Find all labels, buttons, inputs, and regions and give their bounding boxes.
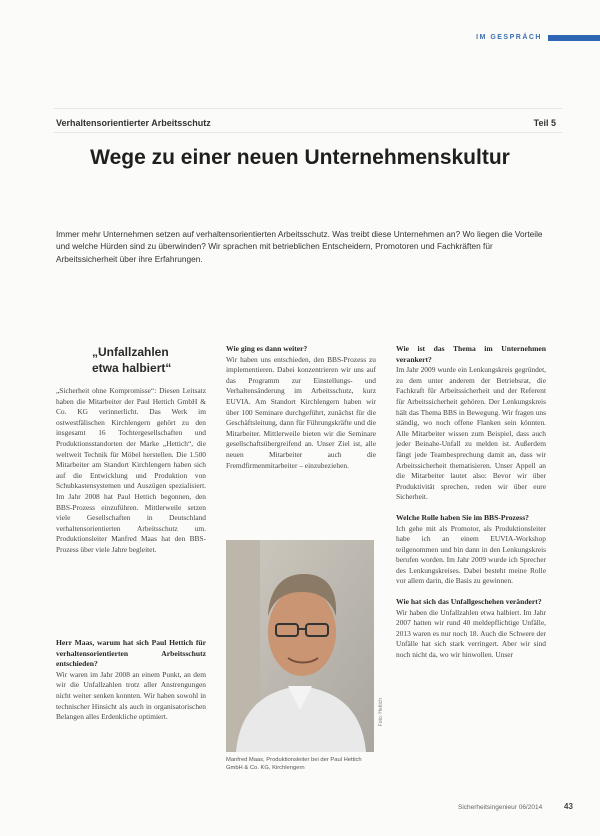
series-rule: [54, 132, 562, 133]
header-rule: [54, 108, 562, 109]
answer-1: Wir waren im Jahr 2008 an einem Punkt, an dem wir die Unfallzahlen trotz aller Anstrengungen nicht weiter senken konnten. Wir haben sowohl in technischer Hinsicht als auch in organisatorischen Belangen alles Erdenkliche optimiert.: [56, 669, 206, 722]
pull-quote: „Unfallzahlen etwa halbiert“: [92, 345, 173, 375]
question-1: Herr Maas, warum hat sich Paul Hettich für verhaltensorientierten Arbeitsschutz entschieden?: [56, 638, 206, 669]
column-1-interview: [56, 638, 206, 723]
answer-4: Ich gehe mit als Promotor, als Produktionsleiter habe ich an einem EUVIA-Workshop teilgenommen und bin dann in den Lenkungskreis berufen worden. Im Jahr 2009 wurde ich Sprecher des Lenkungskreises. Dabei besteht meine Rolle vor allem darin, die Basis zu gewinnen.: [396, 523, 546, 586]
page-number: 43: [564, 802, 573, 811]
answer-2: Wir haben uns entschieden, den BBS-Prozess zu implementieren. Dabei konzentrieren wir uns auf das Programm zur Einstellungs- und Verhaltensänderung im Arbeitsschutz, kurz EUVIA. Am Standort Kirchlengern haben wir über 100 Seminare durchgeführt, zunächst für die Geschäftsleitung, dann für Führungskräfte und die Mitarbeiter. Mittlerweile bieten wir die Seminare gesellschaftsübergreifend an. Unser Ziel ist, alle neuen Mitarbeiter auch die Fremdfirmenmitarbeiter – einzubeziehen.: [226, 354, 376, 470]
section-accent-bar: [548, 35, 600, 41]
footer-magazine: Sicherheitsingenieur 06/2014: [458, 804, 543, 811]
section-tag: [476, 34, 600, 41]
column-3: [396, 344, 546, 661]
portrait-photo: [226, 540, 374, 752]
article-lead: Immer mehr Unternehmen setzen auf verhaltensorientierten Arbeitsschutz. Was treibt diese Unternehmen an? Wo liegen die Vorteile und welche Hürden sind zu überwinden? Wir sprachen mit betrieblichen Entscheidern, Promotoren und Fachkräften für Arbeitssicherheit über ihre Erfahrungen.: [56, 229, 543, 264]
question-2: Wie ging es dann weiter?: [226, 344, 308, 353]
answer-3: Im Jahr 2009 wurde ein Lenkungskreis gegründet, zu dem unter anderem der Betriebsrat, die Fachkraft für Arbeitssicherheit und der Referent für Arbeitssicherheit gehören. Der Lenkungskreis hält das Thema BBS in Bewegung. Wir fragen uns ständig, wo noch offene Flanken sein könnten. Alle Mitarbeiter wissen zum Beispiel, dass auch jeder Beinahe-Unfall zu melden ist. Außerdem fängt jede Teambesprechung damit an, dass wir Arbeitssicherheit thematisieren. Unser Appell an die Mitarbeiter lautet also: Bevor wir über Produktivität sprechen, reden wir über eure Sicherheit.: [396, 365, 546, 502]
portrait-image: [226, 540, 374, 752]
question-5: Wie hat sich das Unfallgeschehen verändert?: [396, 597, 542, 607]
question-4: Welche Rolle haben Sie im BBS-Prozess?: [396, 512, 529, 522]
series-part: Teil 5: [533, 118, 556, 128]
column-2: [226, 344, 376, 471]
series-title: Verhaltensorientierter Arbeitsschutz: [56, 118, 211, 128]
photo-caption: Manfred Maas, Produktionsleiter bei der Paul Hettich GmbH & Co. KG, Kirchlengern: [226, 757, 362, 771]
photo-credit: Foto: Hettich: [378, 698, 384, 727]
column-1: [56, 386, 206, 556]
answer-5: Wir haben die Unfallzahlen etwa halbiert. Im Jahr 2007 hatten wir rund 40 meldepflichtige Unfälle, 2013 waren es nur noch 18. Auch die Schwere der Unfälle hat sich stark verringert. Aber wir sind noch nicht da, wo wir hinwollen. Unser: [396, 607, 546, 660]
section-label: IM GESPRÄCH: [476, 34, 542, 41]
intro-paragraph: „Sicherheit ohne Kompromisse“: Diesen Leitsatz haben die Mitarbeiter der Paul Hettich GmbH & Co. KG verinnerlicht. Das Werk im ostwestfälischen Kirchlengern gehört zu den insgesamt 16 Tochtergesellschaften und Produktionsstandorten der Marke „Hettich“, die weltweit Technik für Möbel herstellen. Die 1.500 Mitarbeiter am Standort Kirchlengern haben sich auf die Entwicklung und Produktion von Schubkastensystemen und Auszügen spezialisiert. Im Jahr 2008 hat Paul Hettich begonnen, den BBS-Prozess einzuführen. Mittlerweile setzen viele Gesellschaften in Deutschland verhaltensorientierten Arbeitsschutz um. Produktionsleiter Manfred Maas hat den BBS-Prozess über viele Jahre begleitet.: [56, 386, 206, 554]
question-3: Wie ist das Thema im Unternehmen verankert?: [396, 344, 546, 364]
article-title: Wege zu einer neuen Unternehmenskultur: [90, 146, 510, 169]
